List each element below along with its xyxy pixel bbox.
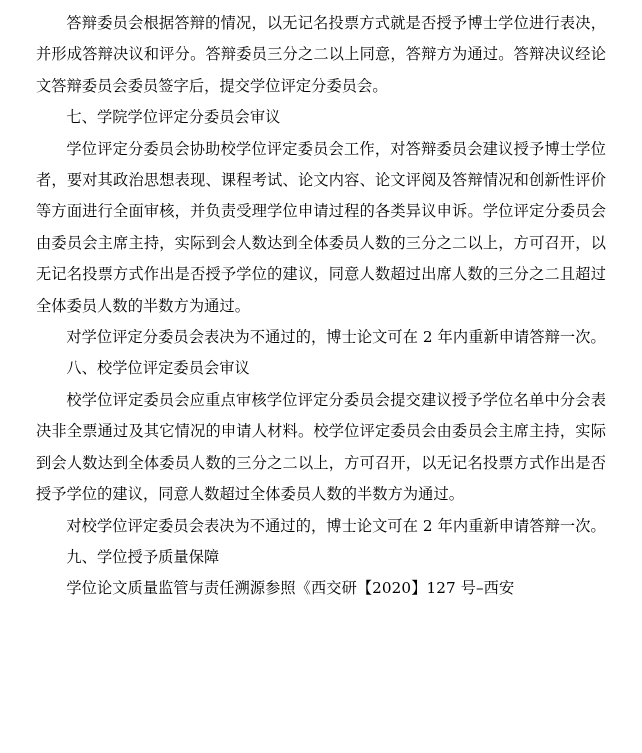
paragraph-university-committee-review: 校学位评定委员会应重点审核学位评定分委员会提交建议授予学位名单中分会表决非全票通过及其它情况的申请人材料。校学位评定委员会由委员会主席主持，实际到会人数达到全体委员人数的三分之二以上，方可召开，以无记名投票方式作出是否授予学位的建议，同意人数超过全体委员人数的半数方为通过。	[36, 390, 606, 504]
paragraph-sub-committee-review: 学位评定分委员会协助校学位评定委员会工作，对答辩委员会建议授予博士学位者，要对其政治思想表现、课程考试、论文内容、论文评阅及答辩情况和创新性评价等方面进行全面审核，并负责受理学位申请过程的各类异议申诉。学位评定分委员会由委员会主席主持，实际到会人数达到全体委员人数的三分之二以上，方可召开，以无记名投票方式作出是否授予学位的建议，同意人数超过出席人数的三分之二且超过全体委员人数的半数方为通过。	[36, 139, 606, 315]
paragraph-sub-committee-fail: 对学位评定分委员会表决为不通过的，博士论文可在 2 年内重新申请答辩一次。	[66, 328, 606, 347]
paragraph-quality-assurance: 学位论文质量监管与责任溯源参照《西交研【2020】127 号–西安	[66, 579, 515, 598]
paragraph-university-committee-fail: 对校学位评定委员会表决为不通过的，博士论文可在 2 年内重新申请答辩一次。	[66, 516, 606, 535]
heading-section-eight: 八、校学位评定委员会审议	[66, 359, 250, 378]
heading-section-seven: 七、学院学位评定分委员会审议	[66, 108, 281, 127]
paragraph-defense-committee-vote: 答辩委员会根据答辩的情况，以无记名投票方式就是否授予博士学位进行表决，并形成答辩决议和评分。答辩委员三分之二以上同意，答辩方为通过。答辩决议经论文答辩委员会委员签字后，提交学位评定分委员会。	[36, 14, 606, 95]
heading-section-nine: 九、学位授予质量保障	[66, 547, 220, 566]
